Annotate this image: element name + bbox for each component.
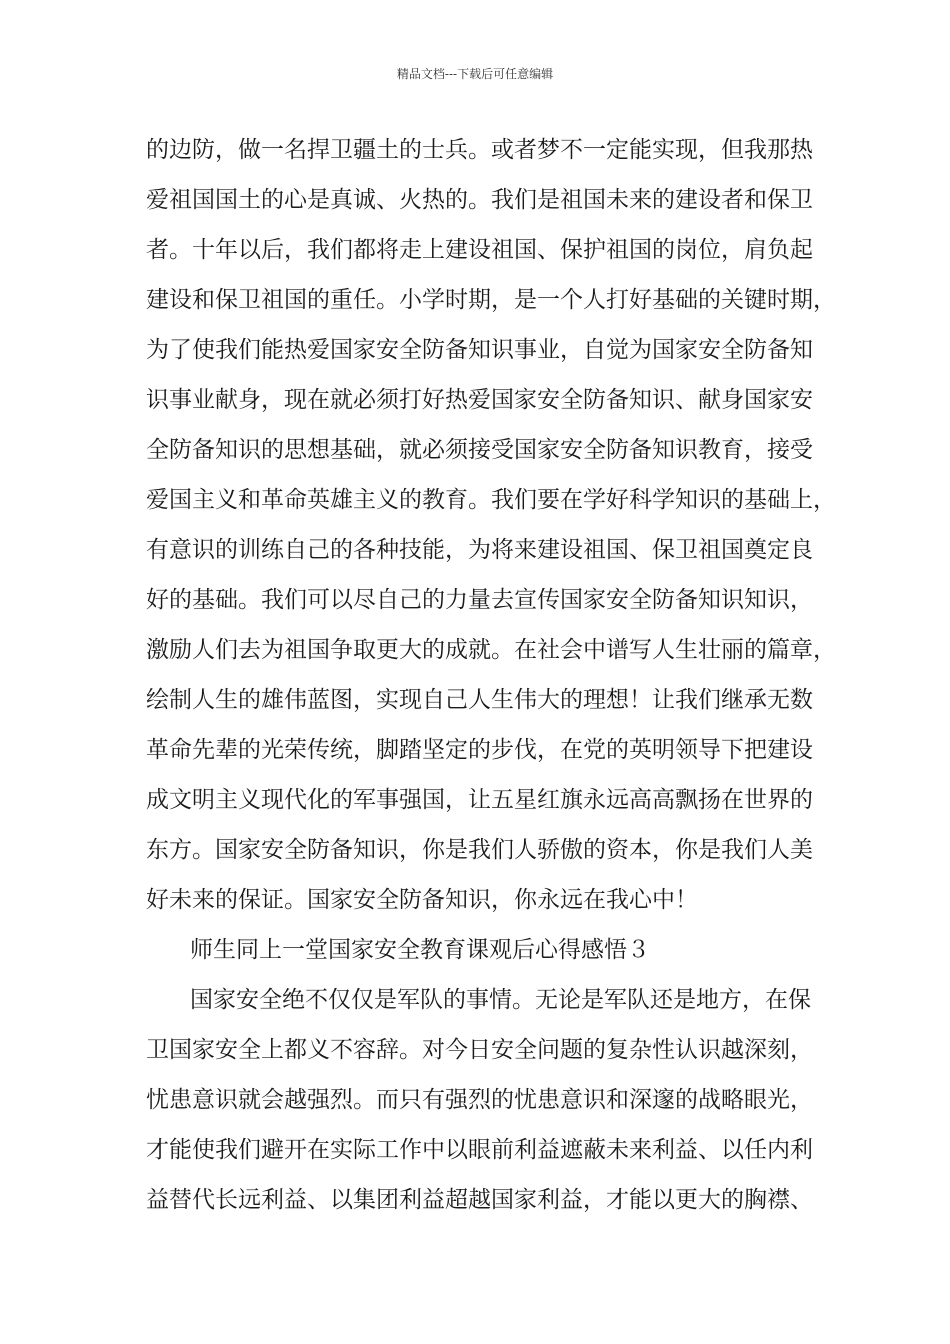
body-line-4: 建设和保卫祖国的重任。小学时期，是一个人打好基础的关键时期，	[146, 287, 836, 313]
page-header: 精品文档---下载后可任意编辑	[396, 67, 554, 81]
body-line-20: 才能使我们避开在实际工作中以眼前利益遮蔽未来利益、以任内利	[146, 1137, 813, 1163]
body-line-21: 益替代长远利益、以集团利益超越国家利益，才能以更大的胸襟、	[146, 1187, 813, 1213]
body-line-19: 忧患意识就会越强烈。而只有强烈的忧患意识和深邃的战略眼光，	[146, 1087, 813, 1113]
body-line-9: 有意识的训练自己的各种技能，为将来建设祖国、保卫祖国奠定良	[146, 537, 813, 563]
body-line-6: 识事业献身，现在就必须打好热爱国家安全防备知识、献身国家安	[146, 387, 813, 413]
body-line-12: 绘制人生的雄伟蓝图，实现自己人生伟大的理想！让我们继承无数	[146, 687, 813, 713]
body-line-17: 国家安全绝不仅仅是军队的事情。无论是军队还是地方，在保	[190, 987, 811, 1013]
body-line-15: 东方。国家安全防备知识，你是我们人骄傲的资本，你是我们人美	[146, 837, 813, 863]
body-line-7: 全防备知识的思想基础，就必须接受国家安全防备知识教育，接受	[146, 437, 813, 463]
body-line-3: 者。十年以后，我们都将走上建设祖国、保护祖国的岗位，肩负起	[146, 237, 813, 263]
body-line-8: 爱国主义和革命英雄主义的教育。我们要在学好科学知识的基础上，	[146, 487, 836, 513]
body-line-5: 为了使我们能热爱国家安全防备知识事业，自觉为国家安全防备知	[146, 337, 813, 363]
body-line-11: 激励人们去为祖国争取更大的成就。在社会中谱写人生壮丽的篇章，	[146, 637, 836, 663]
body-line-13: 革命先辈的光荣传统，脚踏坚定的步伐，在党的英明领导下把建设	[146, 737, 813, 763]
body-line-1: 的边防，做一名捍卫疆土的士兵。或者梦不一定能实现，但我那热	[146, 137, 813, 163]
body-line-16: 好未来的保证。国家安全防备知识，你永远在我心中！	[146, 887, 698, 913]
body-line-10: 好的基础。我们可以尽自己的力量去宣传国家安全防备知识知识，	[146, 587, 813, 613]
body-line-18: 卫国家安全上都义不容辞。对今日安全问题的复杂性认识越深刻，	[146, 1037, 813, 1063]
section-heading: 师生同上一堂国家安全教育课观后心得感悟３	[190, 937, 650, 963]
body-line-2: 爱祖国国土的心是真诚、火热的。我们是祖国未来的建设者和保卫	[146, 187, 813, 213]
body-line-14: 成文明主义现代化的军事强国，让五星红旗永远高高飘扬在世界的	[146, 787, 813, 813]
